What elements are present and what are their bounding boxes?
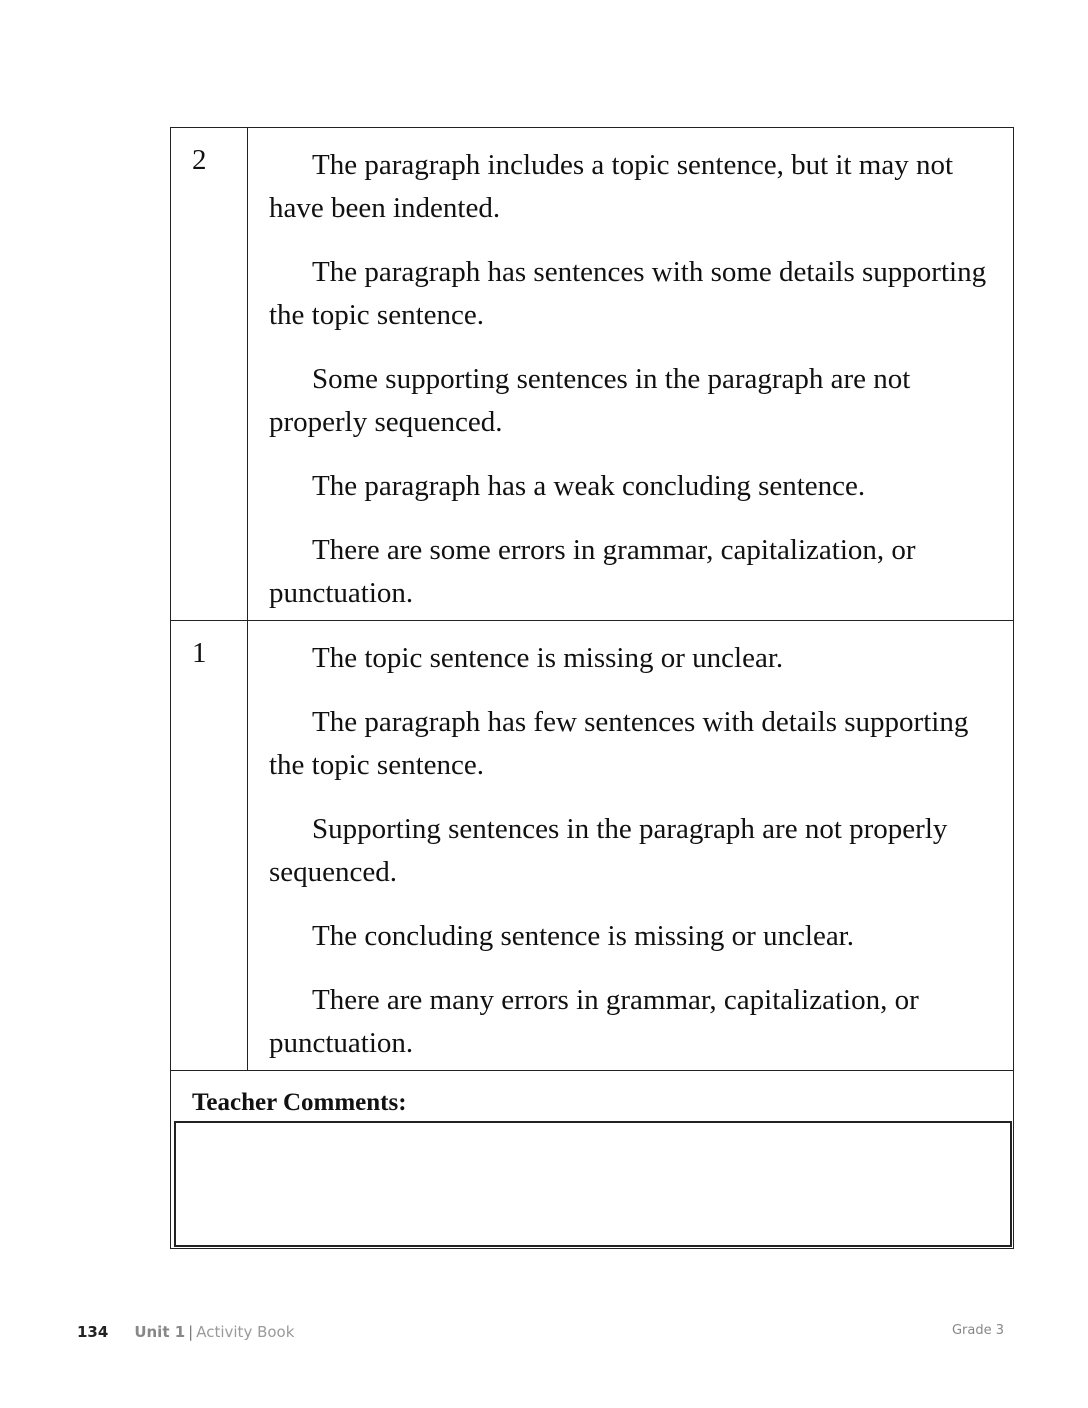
criterion-text: The paragraph has a weak concluding sentence. [312, 470, 866, 502]
score-cell: 1 [171, 621, 248, 1070]
score-cell: 2 [171, 128, 248, 620]
footer-separator: | [188, 1323, 194, 1341]
criterion-text: The topic sentence is missing or unclear. [312, 642, 784, 674]
criterion-text: The concluding sentence is missing or unclear. [312, 920, 854, 952]
rubric-row-score-2 [171, 128, 1013, 621]
criterion-text: The paragraph has few sentences with details supporting the topic sentence. [269, 706, 969, 781]
criterion-text: Some supporting sentences in the paragraph are not properly sequenced. [269, 363, 911, 438]
criterion-text: There are many errors in grammar, capitalization, or punctuation. [269, 984, 919, 1059]
criterion-text: Supporting sentences in the paragraph are not properly sequenced. [269, 813, 948, 888]
criterion-text: There are some errors in grammar, capitalization, or punctuation. [269, 534, 916, 609]
rubric-row-score-1 [171, 621, 1013, 1071]
teacher-comments-label: Teacher Comments: [192, 1089, 407, 1116]
rubric-table [170, 127, 1014, 1249]
unit-label: Unit 1 [134, 1323, 186, 1341]
criterion-text: The paragraph includes a topic sentence, but it may not have been indented. [269, 149, 954, 224]
grade-label: Grade 3 [951, 1323, 1004, 1338]
criterion-text: The paragraph has sentences with some details supporting the topic sentence. [269, 256, 987, 331]
page-number: 134 [77, 1323, 109, 1341]
criteria-cell [248, 128, 1013, 620]
teacher-comments-box[interactable] [174, 1121, 1012, 1247]
criteria-cell [248, 621, 1013, 1070]
footer-left [77, 1323, 294, 1341]
book-label: Activity Book [196, 1323, 295, 1341]
